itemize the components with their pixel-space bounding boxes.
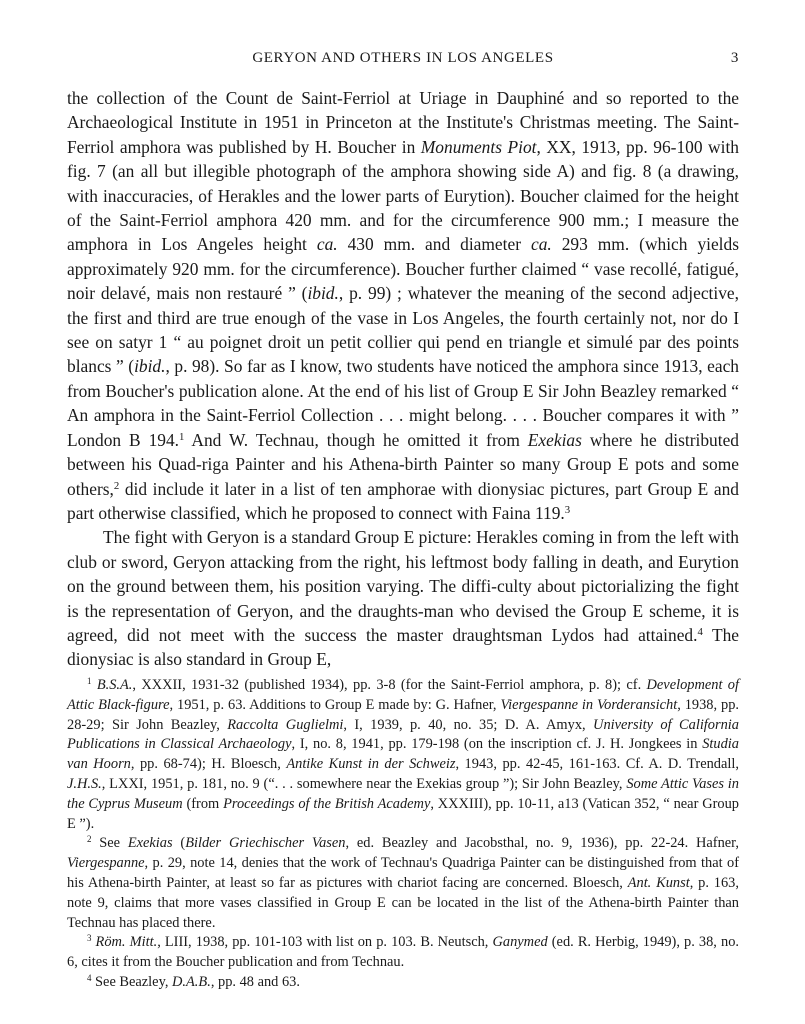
footnote-3: $^3$ Röm. Mitt., LIII, 1938, pp. 101-103 with list on p. 103. B. Neutsch, Ganymed (ed. R. Herbig, 1949), p. 38, no. 6, cites it from the Boucher publication and from Technau. bbox=[67, 933, 739, 971]
paragraph: The fight with Geryon is a standard Group E picture: Herakles coming in from the left with club or sword, Geryon attacking from the right, his leftmost body falling in death, and Eurytion on the ground between them, his position varying. The diffi-culty about pictorializing the fight is the representation of Geryon, and the draughts-man who devised the Group E scheme, it is agreed, did not meet with the success the master draughtsman Lydos had attained.$^4$ The dionysiac is also standard in Group E, bbox=[67, 527, 739, 670]
footnotes bbox=[67, 676, 739, 993]
running-title: GERYON AND OTHERS IN LOS ANGELES bbox=[252, 50, 554, 66]
journal-title: Monuments Piot bbox=[420, 136, 537, 157]
footnote-ref: 4 bbox=[697, 626, 703, 639]
footnote-ref: 2 bbox=[113, 479, 120, 492]
body-text bbox=[67, 86, 739, 672]
footnote-ref: 3 bbox=[564, 503, 571, 516]
running-head bbox=[67, 50, 739, 67]
page-number: 3 bbox=[730, 50, 739, 66]
footnote-1: $^1$ B.S.A., XXXII, 1931-32 (published 1934), pp. 3-8 (for the Saint-Ferriol amphora, p. 8); cf. Development of Attic Black-figure, 1951, p. 63. Additions to Group E made by: G. Hafner, Viergespanne in Vorderansicht, 1938, pp. 28-29; Sir John Beazley, Raccolta Guglielmi, I, 1939, p. 40, no. 35; D. A. Amyx, University of California Publications in Classical Archaeology, I, no. 8, 1941, pp. 179-198 (on the inscription cf. J. H. Jongkees in Studia van Hoorn, pp. 68-74); H. Bloesch, Antike Kunst in der Schweiz, 1943, pp. 42-45, 161-163. Cf. A. D. Trendall, J.H.S., LXXI, 1951, p. 181, no. 9 (“. . . somewhere near the Exekias group ”); Sir John Beazley, Some Attic Vases in the Cyprus Museum (from Proceedings of the British Academy, XXXIII), pp. 10-11, a13 (Vatican 352, “ near Group E ”). bbox=[67, 676, 739, 832]
footnote-ref: 1 bbox=[179, 430, 185, 443]
footnote-4: $^4$ See Beazley, D.A.B., pp. 48 and 63. bbox=[87, 973, 300, 990]
paragraph: the collection of the Count de Saint-Ferriol at Uriage in Dauphiné and so reported to the Archaeological Institute in 1951 in Princeton at the Institute's Christmas meeting. The Saint-Ferriol amphora was published by H. Boucher in Monuments Piot, XX, 1913, pp. 96-100 with fig. 7 (an all but illegible photograph of the amphora showing side A) and fig. 8 (a drawing, with inaccuracies, of Herakles and the lower parts of Eurytion). Boucher claimed for the height of the Saint-Ferriol amphora 420 mm. and for the circumference 900 mm.; I measure the amphora in Los Angeles height ca. 430 mm. and diameter ca. 293 mm. (which yields approximately 920 mm. for the circumference). Boucher further claimed “ vase recollé, fatigué, noir delavé, mais non restauré ” (ibid., p. 99) ; whatever the meaning of the second adjective, the first and third are true enough of the vase in Los Angeles, the fourth certainly not, nor do I see on satyr 1 “ au poignet droit un petit collier qui pend en triangle et simulé par des points blancs ” (ibid., p. 98). So far as I know, two students have noticed the amphora since 1913, each from Boucher's publication alone. At the end of his list of Group E Sir John Beazley remarked “ An amphora in the Saint-Ferriol Collection . . . might belong. . . . Boucher compares it with ” London B 194.$^1$ And W. Technau, though he omitted it from Exekias where he distributed between his Quad-riga Painter and his Athena-birth Painter so many Group E pots and some others,$^2$ did include it later in a list of ten amphorae with dionysiac pictures, part Group E and part otherwise classified, which he proposed to connect with Faina 119.$^3$ bbox=[67, 88, 739, 523]
footnote-2: $^2$ See Exekias (Bilder Griechischer Vasen, ed. Beazley and Jacobsthal, no. 9, 1936), pp. 22-24. Hafner, Viergespanne, p. 29, note 14, denies that the work of Technau's Quadriga Painter can be distinguished from that of his Athena-birth Painter, at least so far as pictures with chariot facing are concerned. Bloesch, Ant. Kunst, p. 163, note 9, claims that more vases classified in Group E can be located in the list of the Athena-birth Painter than Technau has placed there. bbox=[67, 834, 739, 931]
